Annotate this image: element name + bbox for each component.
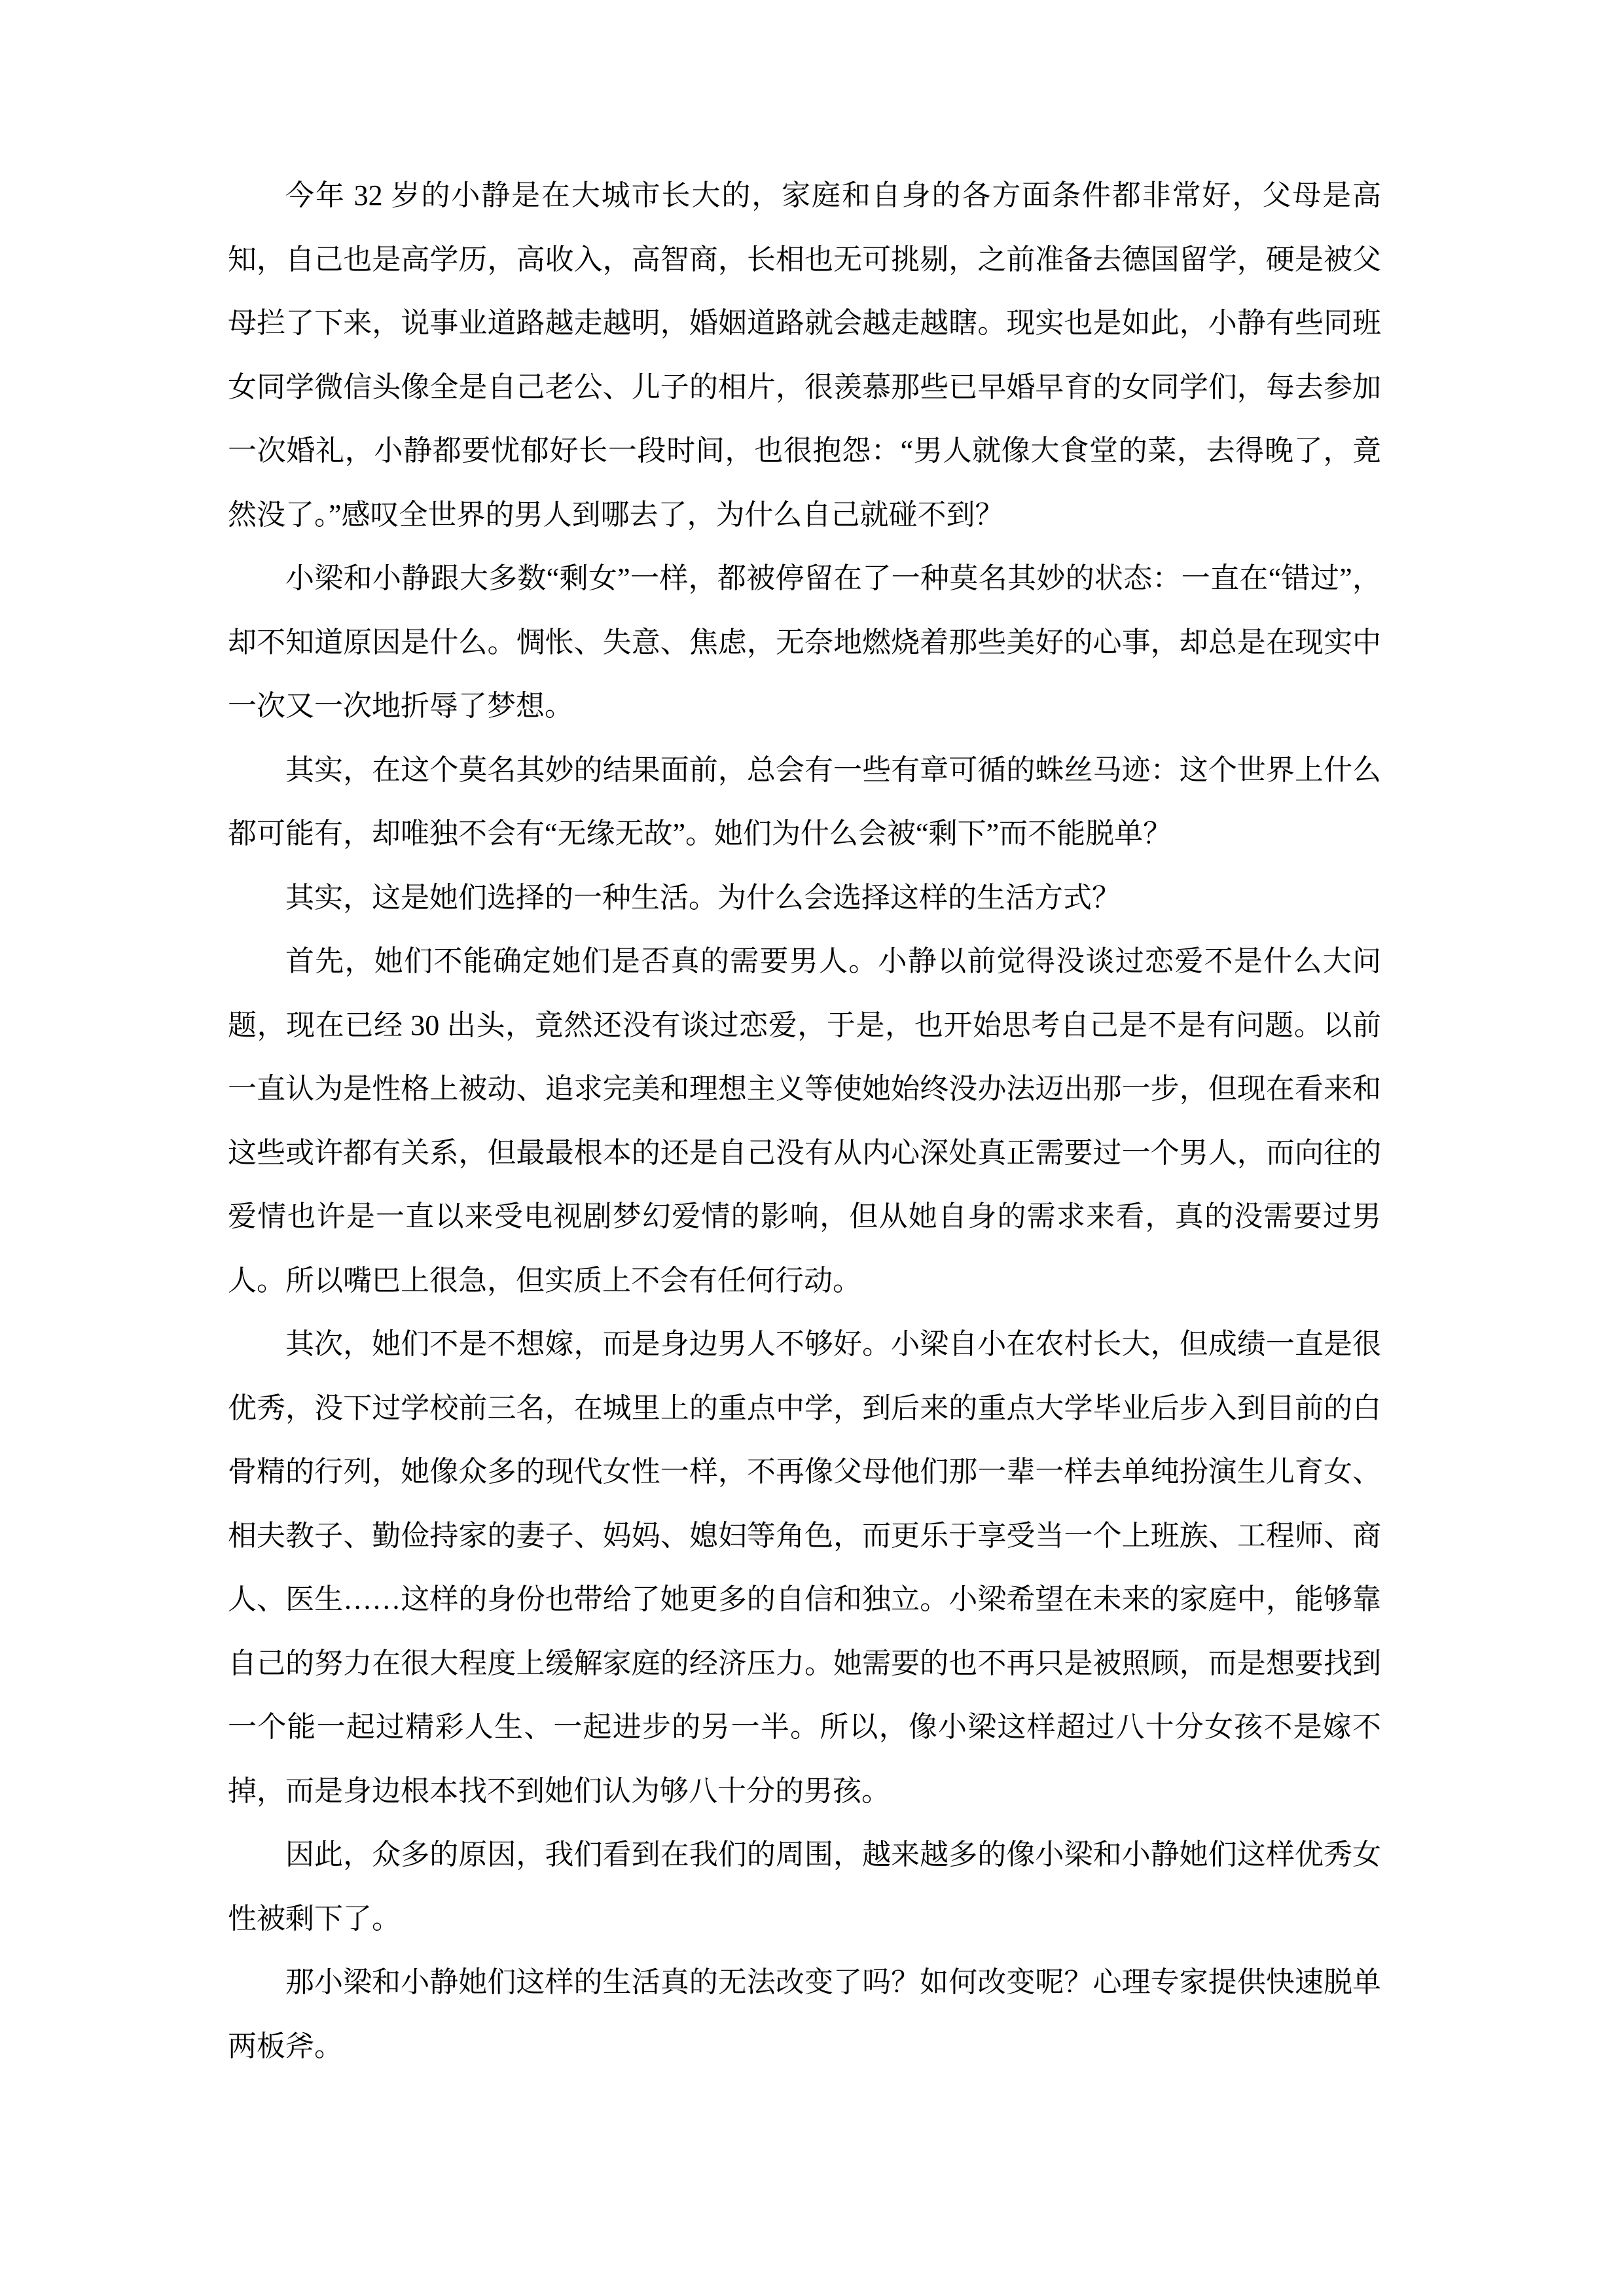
paragraph-7: 因此，众多的原因，我们看到在我们的周围，越来越多的像小梁和小静她们这样优秀女性被剩下了。: [228, 1839, 1381, 1935]
paragraph-5: 首先，她们不能确定她们是否真的需要男人。小静以前觉得没谈过恋爱不是什么大问题，现在已经 30 出头，竟然还没有谈过恋爱，于是，也开始思考自己是不是有问题。以前一直认为是性格上被动、追求完美和理想主义等使她始终没办法迈出那一步，但现在看来和这些或许都有关系，但最最根本的还是自己没有从内心深处真正需要过一个男人，而向往的爱情也许是一直以来受电视剧梦幻爱情的影响，但从她自身的需求来看，真的没需要过男人。所以嘴巴上很急，但实质上不会有任何行动。: [228, 945, 1381, 1297]
paragraph-6: 其次，她们不是不想嫁，而是身边男人不够好。小梁自小在农村长大，但成绩一直是很优秀，没下过学校前三名，在城里上的重点中学，到后来的重点大学毕业后步入到目前的白骨精的行列，她像众多的现代女性一样，不再像父母他们那一辈一样去单纯扮演生儿育女、相夫教子、勤俭持家的妻子、妈妈、媳妇等角色，而更乐于享受当一个上班族、工程师、商人、医生……这样的身份也带给了她更多的自信和独立。小梁希望在未来的家庭中，能够靠自己的努力在很大程度上缓解家庭的经济压力。她需要的也不再只是被照顾，而是想要找到一个能一起过精彩人生、一起进步的另一半。所以，像小梁这样超过八十分女孩不是嫁不掉，而是身边根本找不到她们认为够八十分的男孩。: [228, 1328, 1381, 1807]
paragraph-1: 今年 32 岁的小静是在大城市长大的，家庭和自身的各方面条件都非常好，父母是高知，自己也是高学历，高收入，高智商，长相也无可挑剔，之前准备去德国留学，硬是被父母拦了下来，说事业道路越走越明，婚姻道路就会越走越瞎。现实也是如此，小静有些同班女同学微信头像全是自己老公、儿子的相片，很羡慕那些已早婚早育的女同学们，每去参加一次婚礼，小静都要忧郁好长一段时间，也很抱怨：“男人就像大食堂的菜，去得晚了，竟然没了。”感叹全世界的男人到哪去了，为什么自己就碰不到？: [228, 179, 1381, 531]
paragraph-8: 那小梁和小静她们这样的生活真的无法改变了吗？如何改变呢？心理专家提供快速脱单两板斧。: [228, 1966, 1381, 2062]
paragraph-3: 其实，在这个莫名其妙的结果面前，总会有一些有章可循的蛛丝马迹：这个世界上什么都可能有，却唯独不会有“无缘无故”。她们为什么会被“剩下”而不能脱单？: [228, 753, 1381, 850]
paragraph-2: 小梁和小静跟大多数“剩女”一样，都被停留在了一种莫名其妙的状态：一直在“错过”，却不知道原因是什么。惆怅、失意、焦虑，无奈地燃烧着那些美好的心事，却总是在现实中一次又一次地折辱了梦想。: [228, 562, 1381, 722]
paragraph-4: 其实，这是她们选择的一种生活。为什么会选择这样的生活方式？: [285, 881, 1121, 914]
article-body: [228, 164, 1381, 2078]
